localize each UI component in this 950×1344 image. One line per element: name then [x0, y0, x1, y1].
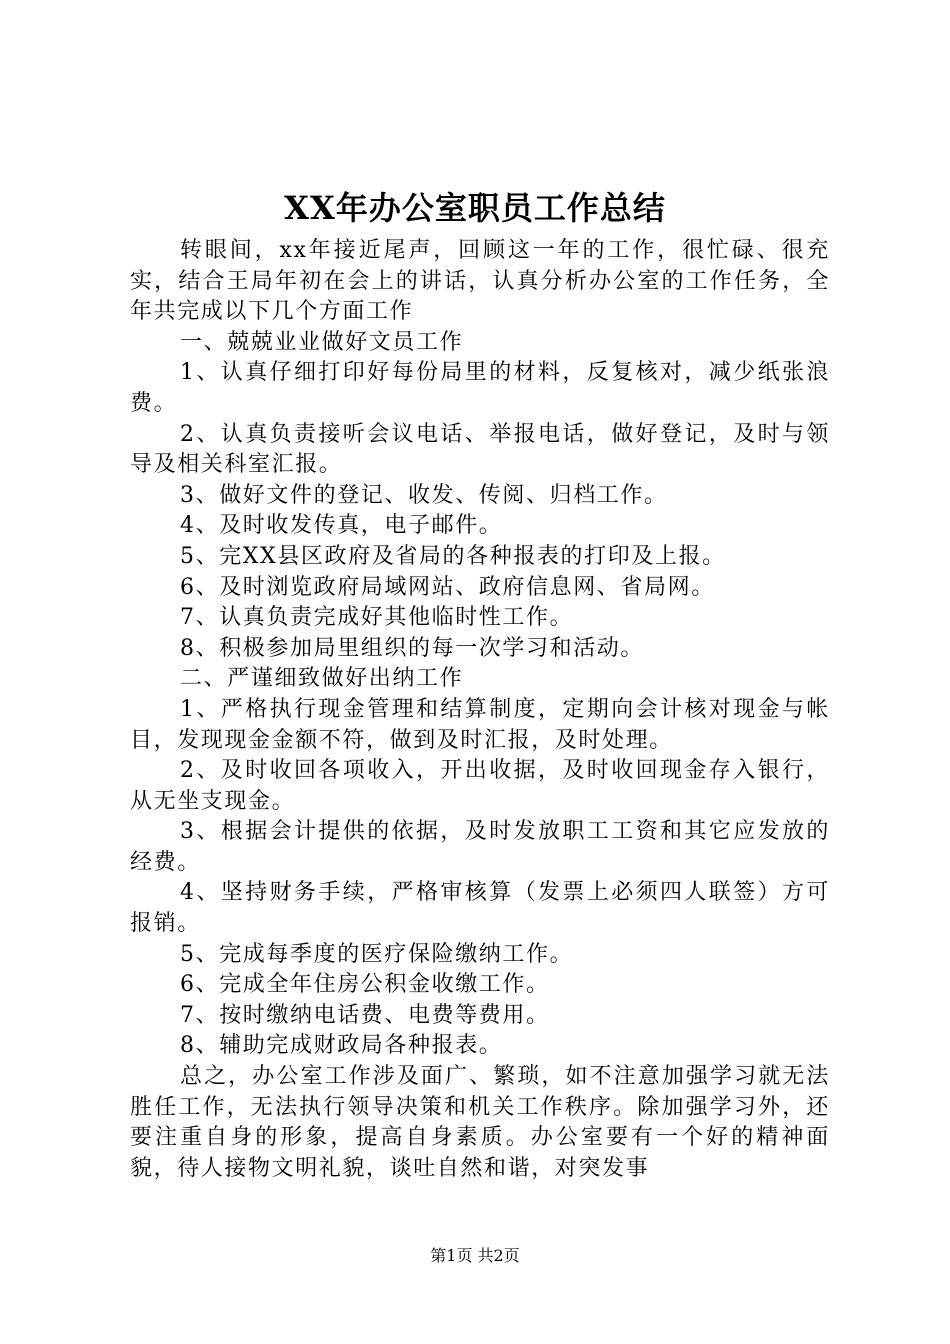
- document-body: [130, 236, 830, 1184]
- intro-paragraph: 转眼间，xx年接近尾声，回顾这一年的工作，很忙碌、很充实，结合王局年初在会上的讲话，认真分析办公室的工作任务，全年共完成以下几个方面工作: [130, 238, 830, 325]
- list-item: 8、辅助完成财政局各种报表。: [180, 1033, 503, 1059]
- list-item: 4、及时收发传真，电子邮件。: [180, 513, 503, 539]
- section-heading: 二、严谨细致做好出纳工作: [180, 666, 464, 692]
- list-item: 5、完XX县区政府及省局的各种报表的打印及上报。: [180, 543, 726, 569]
- list-item: 8、积极参加局里组织的每一次学习和活动。: [180, 635, 644, 661]
- list-item: 4、坚持财务手续，严格审核算（发票上必须四人联签）方可报销。: [130, 880, 830, 937]
- summary-paragraph: 总之，办公室工作涉及面广、繁琐，如不注意加强学习就无法胜任工作，无法执行领导决策和机关工作秩序。除加强学习外，还要注重自身的形象，提高自身素质。办公室要有一个好的精神面貌，待人接物文明礼貌，谈吐自然和谐，对突发事: [130, 1064, 830, 1181]
- list-item: 6、及时浏览政府局域网站、政府信息网、省局网。: [180, 574, 715, 600]
- list-item: 2、认真负责接听会议电话、举报电话，做好登记，及时与领导及相关科室汇报。: [130, 421, 830, 478]
- list-item: 3、根据会计提供的依据，及时发放职工工资和其它应发放的经费。: [130, 819, 830, 875]
- list-item: 5、完成每季度的医疗保险缴纳工作。: [180, 941, 574, 967]
- document-title: XX年办公室职员工作总结: [284, 189, 666, 227]
- list-item: 1、认真仔细打印好每份局里的材料，反复核对，减少纸张浪费。: [130, 360, 830, 416]
- section-heading: 一、兢兢业业做好文员工作: [180, 329, 464, 355]
- list-item: 3、做好文件的登记、收发、传阅、归档工作。: [180, 482, 668, 508]
- list-item: 2、及时收回各项收入，开出收据，及时收回现金存入银行，从无坐支现金。: [130, 758, 830, 814]
- list-item: 1、严格执行现金管理和结算制度，定期向会计核对现金与帐目，发现现金金额不符，做到及时汇报，及时处理。: [130, 696, 830, 753]
- page-number: 第1页 共2页: [430, 1246, 520, 1265]
- list-item: 7、认真负责完成好其他临时性工作。: [180, 605, 574, 631]
- list-item: 6、完成全年住房公积金收缴工作。: [180, 972, 550, 998]
- list-item: 7、按时缴纳电话费、电费等费用。: [180, 1002, 550, 1028]
